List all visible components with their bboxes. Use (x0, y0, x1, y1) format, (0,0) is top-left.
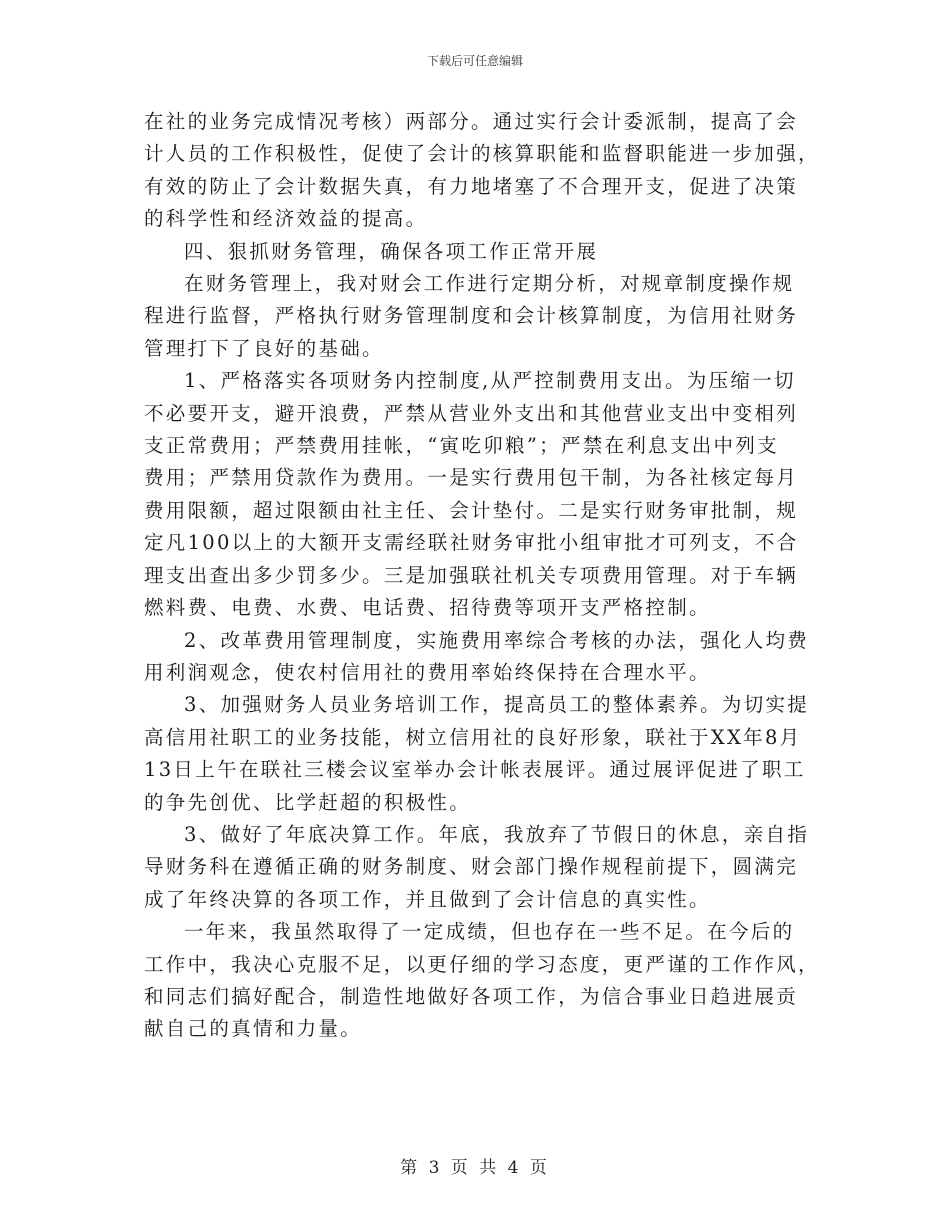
page-header-note: 下载后可任意编辑 (426, 54, 523, 68)
paragraph-line: 支正常费用；严禁费用挂帐，“寅吃卯粮”；严禁在利息支出中列支 (144, 434, 779, 458)
paragraph-line: 2、改革费用管理制度，实施费用率综合考核的办法，强化人均费 (184, 628, 810, 652)
paragraph-line: 一年来，我虽然取得了一定成绩，但也存在一些不足。在今后的 (184, 920, 795, 944)
paragraph-line: 13日上午在联社三楼会议室举办会计帐表展评。通过展评促进了职工 (144, 758, 806, 782)
paragraph-line: 定凡100以上的大额开支需经联社财务审批小组审批才可列支，不合 (144, 531, 799, 555)
paragraph-line: 工作中，我决心克服不足，以更仔细的学习态度，更严谨的工作作风， (144, 952, 820, 976)
paragraph-line: 在财务管理上，我对财会工作进行定期分析，对规章制度操作规 (184, 272, 795, 296)
paragraph-line: 和同志们搞好配合，制造性地做好各项工作，为信合事业日趋进展贡 (144, 984, 799, 1008)
paragraph-line: 程进行监督，严格执行财务管理制度和会计核算制度，为信用社财务 (144, 304, 799, 328)
paragraph-line: 理支出查出多少罚多少。三是加强联社机关专项费用管理。对于车辆 (144, 563, 799, 587)
paragraph-line: 的争先创优、比学赶超的积极性。 (144, 790, 472, 814)
paragraph-line: 计人员的工作积极性，促使了会计的核算职能和监督职能进一步加强， (144, 142, 820, 166)
paragraph-line: 的科学性和经济效益的提高。 (144, 207, 428, 231)
paragraph-line: 在社的业务完成情况考核）两部分。通过实行会计委派制，提高了会 (144, 110, 799, 133)
paragraph-line: 有效的防止了会计数据失真，有力地堵塞了不合理开支，促进了决策 (144, 174, 799, 198)
paragraph-line: 3、做好了年底决算工作。年底，我放弃了节假日的休息，亲自指 (184, 822, 810, 846)
paragraph-line: 费用；严禁用贷款作为费用。一是实行费用包干制，为各社核定每月 (144, 466, 799, 490)
paragraph-line: 成了年终决算的各项工作，并且做到了会计信息的真实性。 (144, 887, 711, 911)
paragraph-line: 3、加强财务人员业务培训工作，提高员工的整体素养。为切实提 (184, 693, 810, 717)
paragraph-line: 燃料费、电费、水费、电话费、招待费等项开支严格控制。 (144, 596, 711, 620)
paragraph-line: 高信用社职工的业务技能，树立信用社的良好形象，联社于XX年8月 (144, 725, 802, 749)
paragraph-line: 1、严格落实各项财务内控制度,从严控制费用支出。为压缩一切 (184, 369, 796, 393)
section-heading: 四、狠抓财务管理，确保各项工作正常开展 (184, 239, 599, 263)
paragraph-line: 管理打下了良好的基础。 (144, 336, 384, 360)
paragraph-line: 献自己的真情和力量。 (144, 1017, 363, 1041)
paragraph-line: 导财务科在遵循正确的财务制度、财会部门操作规程前提下，圆满完 (144, 855, 799, 879)
paragraph-line: 不必要开支，避开浪费，严禁从营业外支出和其他营业支出中变相列 (144, 401, 799, 425)
paragraph-line: 费用限额，超过限额由社主任、会计垫付。二是实行财务审批制，规 (144, 498, 799, 522)
document-body (144, 106, 820, 1046)
page-number-footer: 第 3 页 共 4 页 (400, 1158, 550, 1178)
paragraph-line: 用利润观念，使农村信用社的费用率始终保持在合理水平。 (144, 660, 711, 684)
